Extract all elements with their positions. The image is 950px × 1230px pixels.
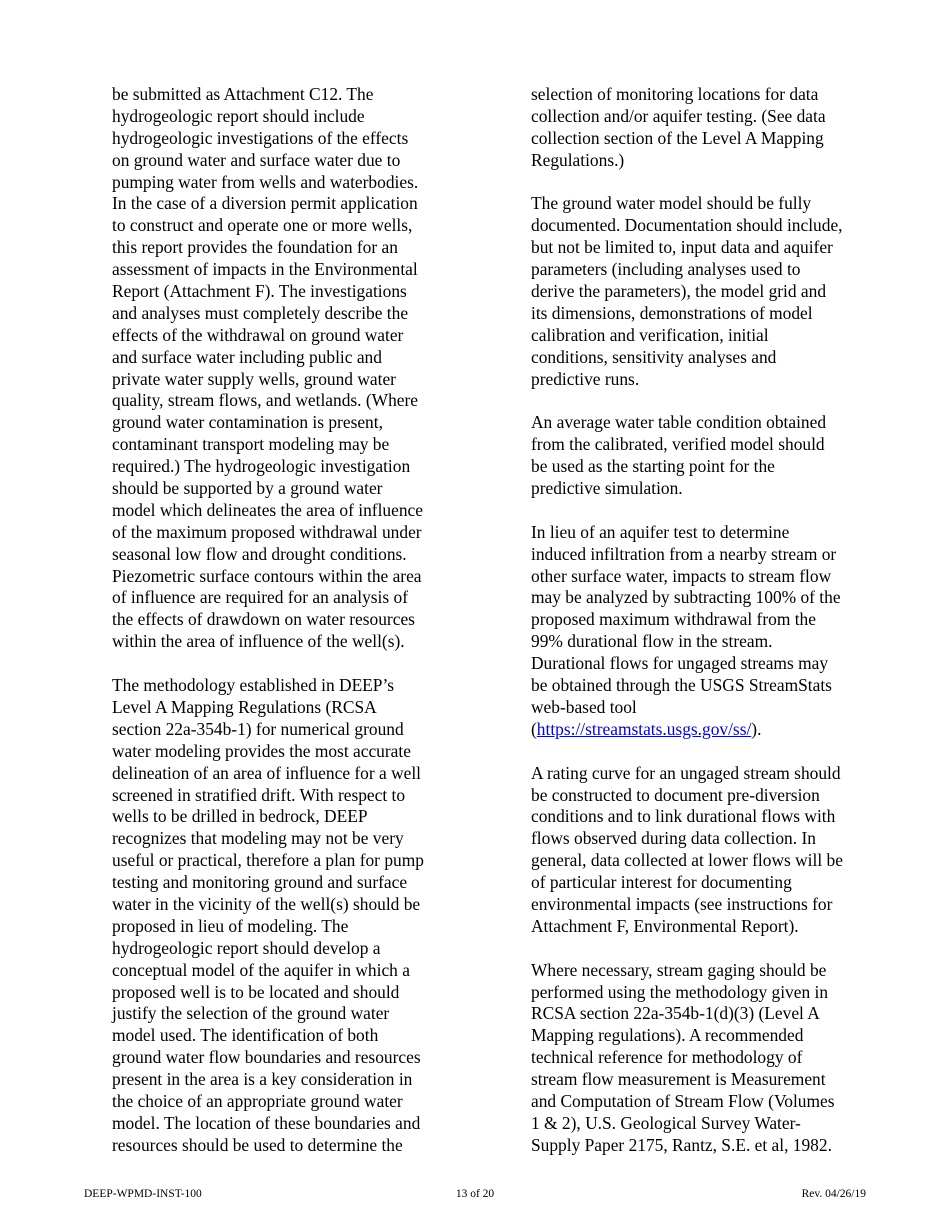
text-line: predictive simulation. [531,478,683,499]
text-line: be used as the starting point for the [531,456,775,477]
paragraph-stream-gaging [531,960,876,1157]
right-column [531,84,876,1157]
footer-revision: Rev. 04/26/19 [801,1188,866,1200]
text-line: assessment of impacts in the Environmental [112,259,418,280]
paragraph-induced-infiltration-lines [531,522,876,719]
text-line: required.) The hydrogeologic investigation [112,456,411,477]
text-line: resources should be used to determine the [112,1134,403,1155]
text-line: Level A Mapping Regulations (RCSA [112,696,377,717]
text-line: the choice of an appropriate ground water [112,1090,403,1111]
text-line: quality, stream flows, and wetlands. (Where [112,390,419,411]
streamstats-link-line [531,719,876,741]
text-line: Regulations.) [531,149,625,170]
text-line: derive the parameters), the model grid and [531,281,827,302]
text-line: of influence are required for an analysis of [112,587,408,608]
streamstats-link[interactable]: https://streamstats.usgs.gov/ss/ [536,718,752,739]
text-line: proposed maximum withdrawal from the [531,609,816,630]
text-line: Mapping regulations). A recommended [531,1025,804,1046]
paragraph-model-documentation [531,193,876,390]
text-line: pumping water from wells and waterbodies. [112,171,419,192]
text-line: seasonal low flow and drought conditions. [112,543,407,564]
text-line: Supply Paper 2175, Rantz, S.E. et al, 1982. [531,1134,832,1155]
text-line: hydrogeologic report should include [112,105,365,126]
text-line: useful or practical, therefore a plan for pump [112,850,424,871]
text-line: from the calibrated, verified model should [531,434,825,455]
text-line: its dimensions, demonstrations of model [531,302,813,323]
text-line: The ground water model should be fully [531,193,812,214]
paragraph-water-table [531,412,876,500]
text-line: justify the selection of the ground water [112,1003,390,1024]
text-line: delineation of an area of influence for a well [112,762,422,783]
text-line: selection of monitoring locations for data [531,84,819,104]
text-line: induced infiltration from a nearby stream or [531,543,837,564]
text-line: recognizes that modeling may not be very [112,828,404,849]
text-line: contaminant transport modeling may be [112,434,390,455]
text-line: conditions and to link durational flows with [531,806,836,827]
text-line: may be analyzed by subtracting 100% of the [531,587,841,608]
text-line: A rating curve for an ungaged stream should [531,762,841,783]
text-line: within the area of influence of the well(s). [112,631,405,652]
text-line: stream flow measurement is Measurement [531,1069,826,1090]
footer-doc-id: DEEP-WPMD-INST-100 [84,1188,202,1200]
text-line: conditions, sensitivity analyses and [531,346,777,367]
text-line: conceptual model of the aquifer in which a [112,959,410,980]
text-line: general, data collected at lower flows will be [531,850,843,871]
text-line: collection and/or aquifer testing. (See data [531,105,826,126]
text-line: and surface water including public and [112,346,382,367]
left-column [112,84,452,1157]
text-line: present in the area is a key consideration in [112,1069,413,1090]
text-line: environmental impacts (see instructions for [531,893,833,914]
text-line: parameters (including analyses used to [531,259,801,280]
text-line: proposed well is to be located and should [112,981,400,1002]
text-line: be constructed to document pre-diversion [531,784,820,805]
text-line: of the maximum proposed withdrawal under [112,521,422,542]
text-line: be submitted as Attachment C12. The [112,84,374,104]
text-line: calibration and verification, initial [531,324,769,345]
link-open-paren: ( [531,718,537,739]
text-line: model. The location of these boundaries and [112,1112,421,1133]
text-line: documented. Documentation should include, [531,215,843,236]
paragraph-methodology [112,675,452,1157]
paragraph-induced-infiltration [531,522,876,741]
text-line: effects of the withdrawal on ground water [112,324,404,345]
paragraph-hydrogeologic-report [112,84,452,653]
text-line: and analyses must completely describe the [112,302,409,323]
text-line: model which delineates the area of influence [112,499,423,520]
text-line: ground water flow boundaries and resources [112,1047,421,1068]
text-line: Attachment F, Environmental Report). [531,915,799,936]
text-line: and Computation of Stream Flow (Volumes [531,1090,835,1111]
text-line: web-based tool [531,696,637,717]
text-line: Where necessary, stream gaging should be [531,959,827,980]
text-line: hydrogeologic report should develop a [112,937,381,958]
text-line: should be supported by a ground water [112,478,383,499]
text-line: but not be limited to, input data and aquifer [531,237,833,258]
text-line: water in the vicinity of the well(s) should be [112,893,421,914]
text-line: section 22a-354b-1) for numerical ground [112,718,404,739]
text-line: other surface water, impacts to stream flow [531,565,832,586]
text-line: In the case of a diversion permit application [112,193,418,214]
text-line: 99% durational flow in the stream. [531,631,773,652]
text-line: water modeling provides the most accurate [112,740,411,761]
link-close-paren: ). [751,718,762,739]
text-line: collection section of the Level A Mapping [531,127,824,148]
text-line: Durational flows for ungaged streams may [531,653,829,674]
text-line: be obtained through the USGS StreamStats [531,675,832,696]
text-line: this report provides the foundation for an [112,237,398,258]
text-line: wells to be drilled in bedrock, DEEP [112,806,368,827]
paragraph-monitoring-locations [531,84,876,172]
text-line: 1 & 2), U.S. Geological Survey Water- [531,1112,801,1133]
text-line: flows observed during data collection. In [531,828,816,849]
text-line: ground water contamination is present, [112,412,383,433]
text-line: RCSA section 22a-354b-1(d)(3) (Level A [531,1003,820,1024]
text-line: screened in stratified drift. With respect to [112,784,406,805]
text-line: on ground water and surface water due to [112,149,401,170]
text-line: testing and monitoring ground and surface [112,872,408,893]
text-line: the effects of drawdown on water resources [112,609,415,630]
text-line: In lieu of an aquifer test to determine [531,521,790,542]
text-line: proposed in lieu of modeling. The [112,915,349,936]
text-line: hydrogeologic investigations of the effects [112,127,409,148]
text-line: Report (Attachment F). The investigations [112,281,407,302]
text-line: The methodology established in DEEP’s [112,675,395,696]
footer-page-number: 13 of 20 [455,1188,495,1200]
text-line: An average water table condition obtained [531,412,827,433]
text-line: private water supply wells, ground water [112,368,396,389]
text-line: of particular interest for documenting [531,872,792,893]
text-line: model used. The identification of both [112,1025,379,1046]
text-line: predictive runs. [531,368,640,389]
text-line: performed using the methodology given in [531,981,829,1002]
text-line: Piezometric surface contours within the area [112,565,422,586]
paragraph-rating-curve [531,763,876,938]
text-line: technical reference for methodology of [531,1047,803,1068]
text-line: to construct and operate one or more wells, [112,215,413,236]
